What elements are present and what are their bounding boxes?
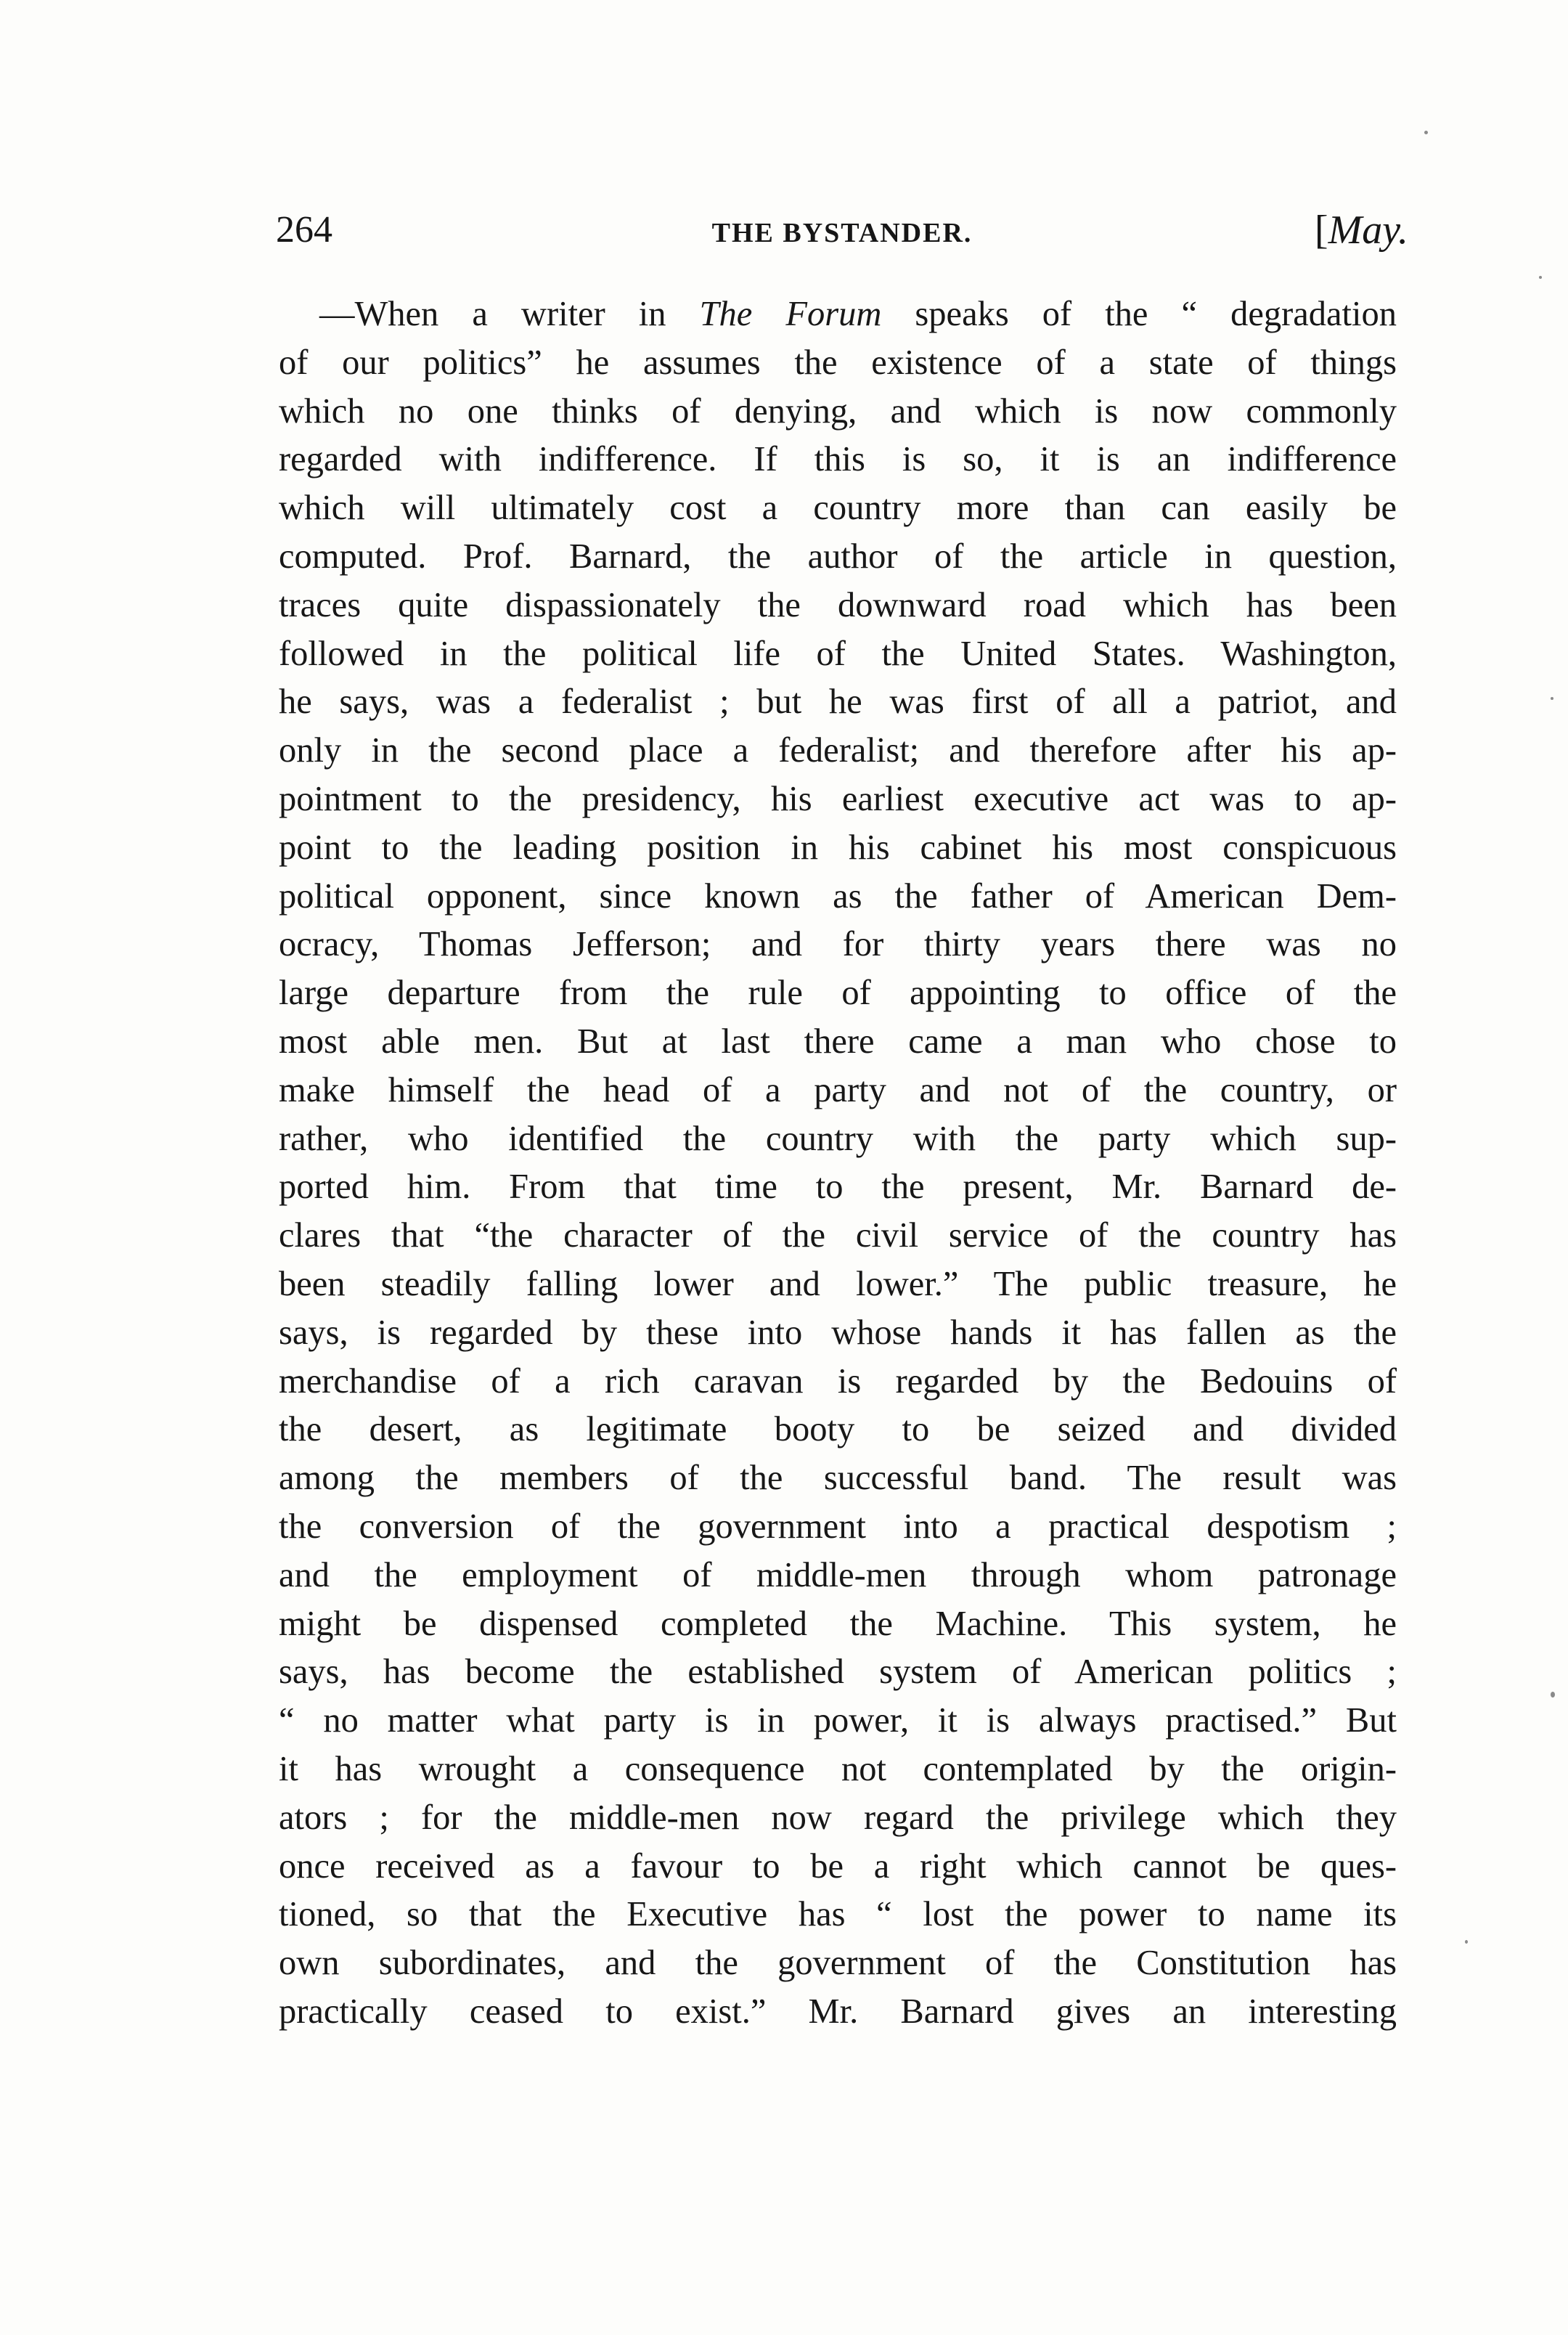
text-run: only in the second place a federalist; and therefore after his ap- <box>279 731 1397 770</box>
text-run: traces quite dispassionately the downward road which has been <box>279 585 1397 624</box>
running-head <box>276 205 1408 270</box>
text-run: the desert, as legitimate booty to be seized and divided <box>279 1410 1397 1449</box>
text-line <box>279 1843 1397 1891</box>
text-line <box>279 533 1397 582</box>
text-line <box>279 1988 1397 2037</box>
text-line <box>279 1552 1397 1600</box>
scan-speck <box>1551 697 1553 700</box>
text-run: make himself the head of a party and not of the country, or <box>279 1070 1397 1109</box>
text-line <box>279 290 1397 339</box>
text-run: might be dispensed completed the Machine. This system, he <box>279 1604 1397 1643</box>
scan-speck <box>1539 276 1542 279</box>
month-bracket: [ <box>1314 208 1328 253</box>
italic-title: The Forum <box>699 295 882 333</box>
scan-speck <box>1424 131 1428 134</box>
text-run: —When a writer in <box>319 295 700 333</box>
text-run: of our politics” he assumes the existence of a state of things <box>279 343 1397 382</box>
text-line <box>279 1260 1397 1309</box>
text-line <box>279 1115 1397 1164</box>
month-label: May. <box>1328 208 1408 253</box>
text-run: says, is regarded by these into whose hands it has fallen as the <box>279 1313 1397 1352</box>
text-run: he says, was a federalist ; but he was first of all a patriot, and <box>279 682 1397 722</box>
text-run: political opponent, since known as the father of American Dem- <box>279 876 1397 916</box>
text-run: pointment to the presidency, his earliest executive act was to ap- <box>279 779 1397 818</box>
text-run: large departure from the rule of appointing to office of the <box>279 974 1397 1013</box>
running-title: THE BYSTANDER. <box>711 218 973 248</box>
text-run: ported him. From that time to the present, Mr. Barnard de- <box>279 1168 1397 1207</box>
text-line <box>279 1163 1397 1212</box>
text-line <box>279 436 1397 484</box>
text-line <box>279 1212 1397 1260</box>
text-run: computed. Prof. Barnard, the author of the article in question, <box>279 537 1397 576</box>
text-line <box>279 1309 1397 1358</box>
text-line <box>279 873 1397 921</box>
text-line <box>279 582 1397 630</box>
text-run: merchandise of a rich caravan is regarded by the Bedouins of <box>279 1361 1397 1401</box>
text-run: most able men. But at last there came a man who chose to <box>279 1022 1397 1061</box>
text-line <box>279 1406 1397 1454</box>
text-line <box>279 1600 1397 1649</box>
text-line <box>279 1939 1397 1988</box>
text-line <box>279 388 1397 436</box>
running-head-month <box>1315 205 1408 256</box>
text-run: ators ; for the middle-men now regard the privilege which they <box>279 1798 1397 1837</box>
text-run: the conversion of the government into a practical despotism ; <box>279 1507 1397 1546</box>
text-line <box>279 1794 1397 1843</box>
text-line <box>279 775 1397 824</box>
text-line <box>279 630 1397 679</box>
text-run: which no one thinks of denying, and which is now commonly <box>279 391 1397 431</box>
text-line <box>279 1503 1397 1552</box>
text-run: point to the leading position in his cabinet his most conspicuous <box>279 828 1397 867</box>
text-line <box>279 1648 1397 1697</box>
text-run: ocracy, Thomas Jefferson; and for thirty years there was no <box>279 925 1397 964</box>
page-number: 264 <box>276 209 332 250</box>
text-line <box>279 678 1397 727</box>
text-line <box>279 1018 1397 1067</box>
text-run: practically ceased to exist.” Mr. Barnard gives an interesting <box>279 1992 1397 2031</box>
text-line <box>279 969 1397 1018</box>
scan-speck <box>1551 1692 1555 1698</box>
text-run: it has wrought a consequence not contemplated by the origin- <box>279 1749 1397 1788</box>
text-run: rather, who identified the country with the party which sup- <box>279 1119 1397 1158</box>
text-run: own subordinates, and the government of the Constitution has <box>279 1944 1397 1983</box>
text-run: speaks of the “ degradation <box>881 295 1397 333</box>
text-line <box>279 1891 1397 1939</box>
text-line <box>279 339 1397 388</box>
text-run: regarded with indifference. If this is so, it is an indifference <box>279 440 1397 479</box>
text-line <box>279 1697 1397 1745</box>
text-line <box>279 1358 1397 1406</box>
text-line <box>279 484 1397 533</box>
text-line <box>279 921 1397 969</box>
body-text <box>279 290 1397 2037</box>
text-run: been steadily falling lower and lower.” The public treasure, he <box>279 1264 1397 1303</box>
text-run: says, has become the established system of American politics ; <box>279 1653 1397 1692</box>
text-line <box>279 1067 1397 1115</box>
text-line <box>279 1745 1397 1794</box>
text-line <box>279 727 1397 775</box>
text-run: followed in the political life of the United States. Washington, <box>279 634 1397 673</box>
text-run: and the employment of middle-men through whom patronage <box>279 1555 1397 1594</box>
text-run: which will ultimately cost a country more than can easily be <box>279 489 1397 528</box>
text-run: once received as a favour to be a right which cannot be ques- <box>279 1846 1397 1886</box>
text-run: clares that “the character of the civil service of the country has <box>279 1216 1397 1255</box>
text-line <box>279 824 1397 873</box>
text-run: tioned, so that the Executive has “ lost the power to name its <box>279 1895 1397 1934</box>
text-run: among the members of the successful band. The result was <box>279 1459 1397 1498</box>
text-line <box>279 1454 1397 1503</box>
text-run: “ no matter what party is in power, it is always practised.” But <box>279 1701 1397 1740</box>
scan-speck <box>1465 1940 1468 1944</box>
